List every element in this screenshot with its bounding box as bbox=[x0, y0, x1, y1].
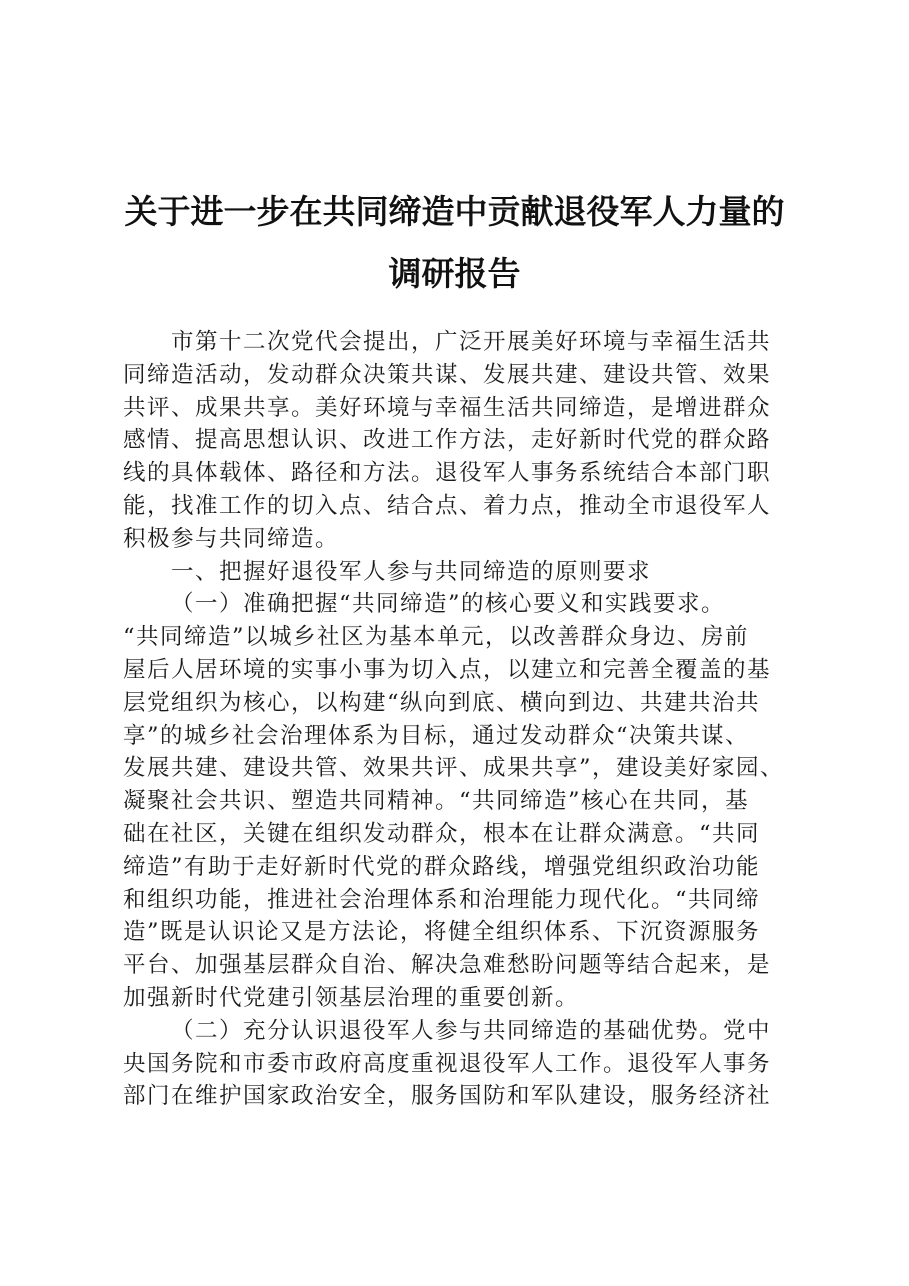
subsection-heading: （一）准确把握“共同缔造”的核心要义和实践要求。 bbox=[171, 591, 726, 618]
body-line: 部门在维护国家政治安全，服务国防和军队建设，服务经济社 bbox=[123, 1083, 772, 1110]
body-line: 线的具体载体、路径和方法。退役军人事务系统结合本部门职 bbox=[123, 460, 772, 487]
body-line: 能，找准工作的切入点、结合点、着力点，推动全市退役军人 bbox=[123, 492, 772, 519]
body-line: 础在社区，关键在组织发动群众，根本在让群众满意。“共同 bbox=[123, 820, 761, 847]
body-line: 共评、成果共享。美好环境与幸福生活共同缔造，是增进群众 bbox=[123, 394, 772, 421]
body-line: 平台、加强基层群众自治、解决急难愁盼问题等结合起来，是 bbox=[123, 952, 772, 979]
body-line: 层党组织为核心，以构建“纵向到底、横向到边、共建共治共 bbox=[123, 689, 761, 716]
body-line: 加强新时代党建引领基层治理的重要创新。 bbox=[123, 984, 580, 1011]
section-heading: 一、把握好退役军人参与共同缔造的原则要求 bbox=[171, 558, 652, 585]
body-line: 感情、提高思想认识、改进工作方法，走好新时代党的群众路 bbox=[123, 427, 772, 454]
document-title-line-1: 关于进一步在共同缔造中贡献退役军人力量的 bbox=[124, 192, 785, 231]
body-line: 发展共建、建设共管、效果共评、成果共享”，建设美好家园、 bbox=[123, 755, 785, 782]
body-line: 凝聚社会共识、塑造共同精神。“共同缔造”核心在共同，基 bbox=[123, 788, 750, 815]
body-line: 央国务院和市委市政府高度重视退役军人工作。退役军人事务 bbox=[123, 1050, 772, 1077]
body-line: “共同缔造”以城乡社区为基本单元，以改善群众身边、房前 bbox=[123, 624, 750, 651]
document-title-line-2: 调研报告 bbox=[388, 254, 521, 293]
body-line: 市第十二次党代会提出，广泛开展美好环境与幸福生活共 bbox=[171, 329, 772, 355]
body-line: 屋后人居环境的实事小事为切入点，以建立和完善全覆盖的基 bbox=[123, 656, 772, 683]
body-line: 造”既是认识论又是方法论，将健全组织体系、下沉资源服务 bbox=[123, 919, 761, 946]
document-body bbox=[123, 326, 795, 1113]
body-line: 享”的城乡社会治理体系为目标，通过发动群众“决策共谋、 bbox=[123, 722, 750, 749]
subsection-heading: （二）充分认识退役军人参与共同缔造的基础优势。党中 bbox=[171, 1017, 772, 1044]
body-line: 和组织功能，推进社会治理体系和治理能力现代化。“共同缔 bbox=[123, 886, 761, 913]
body-line: 同缔造活动，发动群众决策共谋、发展共建、建设共管、效果 bbox=[123, 361, 772, 388]
body-line: 积极参与共同缔造。 bbox=[123, 525, 340, 552]
body-line: 缔造”有助于走好新时代党的群众路线，增强党组织政治功能 bbox=[123, 853, 761, 880]
